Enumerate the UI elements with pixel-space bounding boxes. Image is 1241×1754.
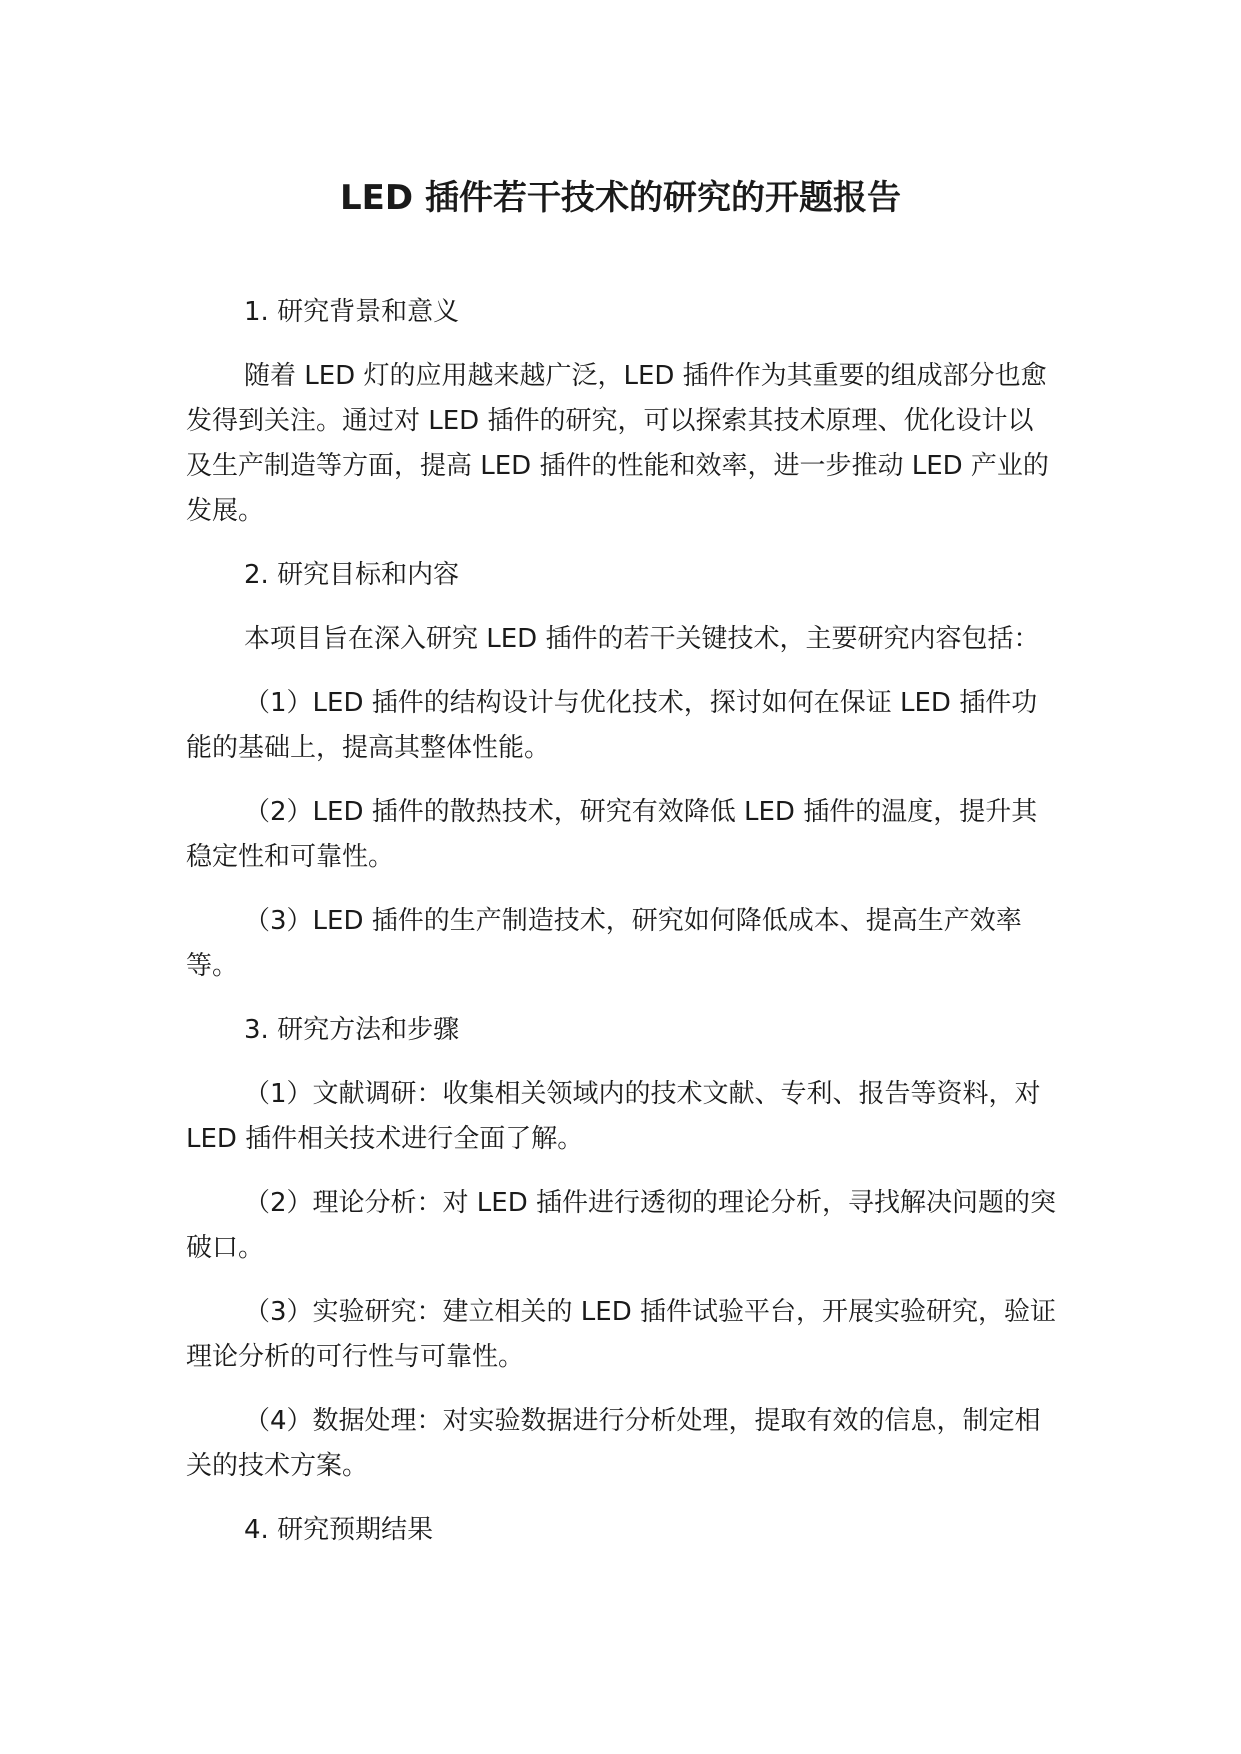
paragraph-goals-intro: 本项目旨在深入研究 LED 插件的若干关键技术，主要研究内容包括： — [244, 624, 1040, 654]
section-heading-expected-results: 4. 研究预期结果 — [244, 1515, 434, 1545]
paragraph-goal-item-2: （2）LED 插件的散热技术，研究有效降低 LED 插件的温度，提升其稳定性和可靠性。 — [186, 797, 1038, 872]
paragraph-goal-item-3: （3）LED 插件的生产制造技术，研究如何降低成本、提高生产效率等。 — [186, 906, 1022, 981]
paragraph-background: 随着 LED 灯的应用越来越广泛，LED 插件作为其重要的组成部分也愈发得到关注。通过对 LED 插件的研究，可以探索其技术原理、优化设计以及生产制造等方面，提高 LED 插件的性能和效率，进一步推动 LED 产业的发展。 — [186, 361, 1049, 526]
paragraph-method-item-4: （4）数据处理：对实验数据进行分析处理，提取有效的信息，制定相关的技术方案。 — [186, 1406, 1041, 1481]
document-title: LED 插件若干技术的研究的开题报告 — [340, 178, 901, 218]
section-heading-goals: 2. 研究目标和内容 — [244, 560, 460, 590]
document-body — [186, 290, 1058, 1572]
paragraph-goal-item-1: （1）LED 插件的结构设计与优化技术，探讨如何在保证 LED 插件功能的基础上，提高其整体性能。 — [186, 688, 1038, 763]
paragraph-method-item-2: （2）理论分析：对 LED 插件进行透彻的理论分析，寻找解决问题的突破口。 — [186, 1188, 1057, 1263]
section-heading-methods: 3. 研究方法和步骤 — [244, 1015, 460, 1045]
paragraph-method-item-1: （1）文献调研：收集相关领域内的技术文献、专利、报告等资料，对 LED 插件相关技术进行全面了解。 — [186, 1079, 1041, 1154]
section-heading-background: 1. 研究背景和意义 — [244, 297, 460, 327]
paragraph-method-item-3: （3）实验研究：建立相关的 LED 插件试验平台，开展实验研究，验证理论分析的可行性与可靠性。 — [186, 1297, 1057, 1372]
